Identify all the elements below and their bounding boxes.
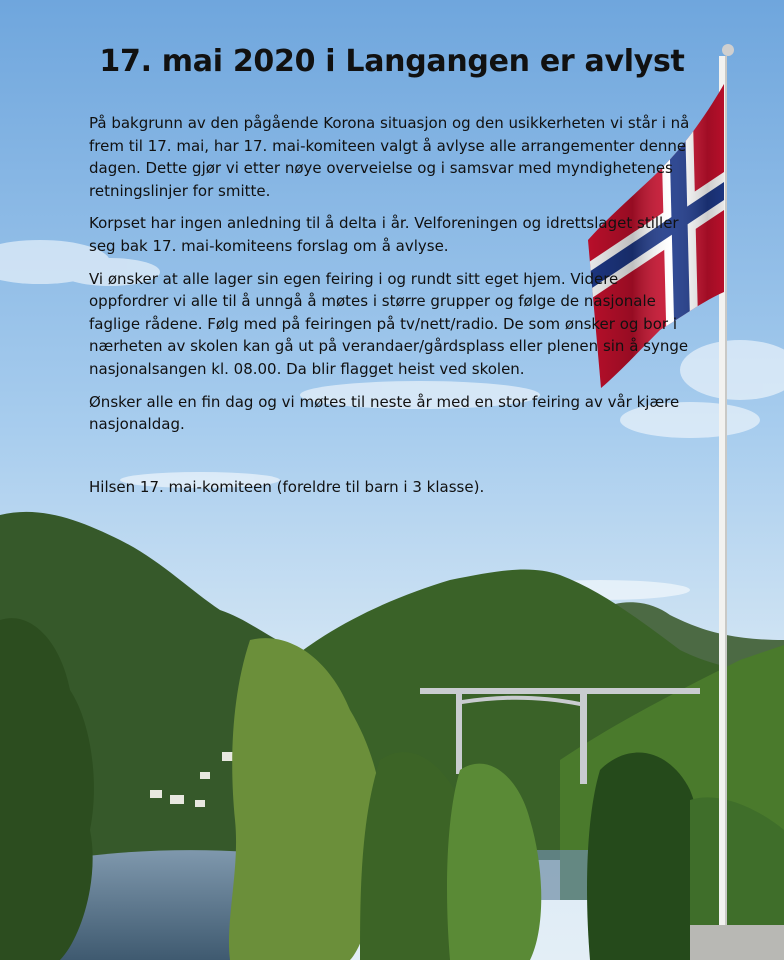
page-title: 17. mai 2020 i Langangen er avlyst xyxy=(99,44,685,79)
signature xyxy=(89,476,689,499)
text-line: nasjonalsangen kl. 08.00. Da blir flagget heist ved skolen. xyxy=(89,359,525,378)
text-line: Ønsker alle en fin dag og vi møtes til neste år med en stor feiring av vår kjære xyxy=(89,392,680,411)
paragraph-1 xyxy=(89,112,689,202)
text-line: retningslinjer for smitte. xyxy=(89,181,271,200)
text-line: nærheten av skolen kan gå ut på verandaer/gårdsplass eller plenen sin å synge xyxy=(89,337,689,356)
text-line: Korpset har ingen anledning til å delta i år. Velforeningen og idrettslaget stiller xyxy=(89,214,679,233)
paragraph-3 xyxy=(89,268,689,381)
text-line: seg bak 17. mai-komiteens forslag om å avlyse. xyxy=(89,236,449,255)
text-line: frem til 17. mai, har 17. mai-komiteen valgt å avlyse alle arrangementer denne xyxy=(89,136,687,155)
paragraph-4 xyxy=(89,391,689,436)
signature-line: Hilsen 17. mai-komiteen (foreldre til barn i 3 klasse). xyxy=(89,477,485,496)
announcement-body xyxy=(89,112,689,508)
text-line: Vi ønsker at alle lager sin egen feiring i og rundt sitt eget hjem. Videre xyxy=(89,269,619,288)
text-line: faglige rådene. Følg med på feiringen på tv/nett/radio. De som ønsker og bor i xyxy=(89,314,677,333)
text-line: På bakgrunn av den pågående Korona situasjon og den usikkerheten vi står i nå xyxy=(89,114,690,132)
text-line: nasjonaldag. xyxy=(89,415,185,434)
text-line: dagen. Dette gjør vi etter nøye overveielse og i samsvar med myndighetenes xyxy=(89,159,673,178)
text-line: oppfordrer vi alle til å unngå å møtes i større grupper og følge de nasjonale xyxy=(89,292,656,311)
paragraph-2 xyxy=(89,212,689,257)
